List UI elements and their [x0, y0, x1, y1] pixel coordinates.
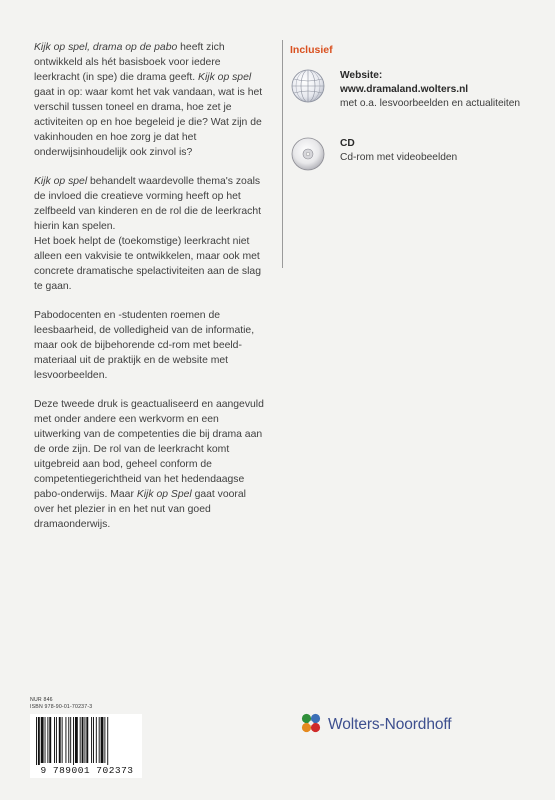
inclusief-heading: Inclusief — [290, 44, 333, 56]
barcode — [30, 714, 142, 778]
blurb-paragraph-3: Het boek helpt de (toekomstige) leerkracht niet alleen een vakvisie te ontwikkelen, maar ook met concrete dramatische spelactiviteiten aan de slag te gaan. — [34, 236, 261, 292]
cd-text — [340, 137, 457, 165]
website-item — [290, 66, 540, 126]
publisher-name: Wolters-Noordhoff — [328, 716, 452, 733]
website-description: met o.a. lesvoorbeelden en actualiteiten — [340, 98, 521, 109]
publisher — [300, 713, 452, 737]
nur-code: NUR 846 — [30, 697, 53, 703]
blurb-column — [34, 40, 264, 546]
blurb-paragraph-1: Kijk op spel, drama op de pabo heeft zich ontwikkeld als hét basisboek voor iedere leerkracht (in spe) die drama geeft. Kijk op spel gaat in op: waar komt het vak vandaan, wat is het verschil tussen toneel en drama, hoe zet je activiteiten op en hoe begeleid je die? Wat zijn de vakinhouden en hoe zorg je dat het onderwijsinhoudelijk ook zinvol is? — [34, 42, 263, 158]
cd-description: Cd-rom met videobeelden — [340, 152, 458, 163]
wolters-kluwer-logo — [300, 712, 322, 739]
cd-title: CD — [340, 138, 355, 149]
blurb-paragraph-2: Kijk op spel behandelt waardevolle thema's zoals de invloed die creatieve vorming heeft op het zelfbeeld van kinderen en de rol die de leerkracht hierin kan spelen. — [34, 176, 262, 232]
cd-item — [290, 134, 540, 194]
isbn-code: ISBN 978-90-01-70237-3 — [30, 704, 93, 710]
globe-icon — [290, 68, 326, 104]
blurb-paragraph-5: Deze tweede druk is geactualiseerd en aangevuld met onder andere een werkvorm en een uitwerking van de competenties die bij drama aan de orde zijn. De rol van de leerkracht komt uitgebreid aan bod, geheel conform de competentiegerichtheid van het hedendaagse pabo-onderwijs. Maar Kijk op Spel gaat vooral over het plezier in en het nut van goed dramaonderwijs. — [34, 399, 264, 530]
inclusief-panel — [290, 44, 540, 202]
blurb-paragraph-4: Pabodocenten en -studenten roemen de leesbaarheid, de volledigheid van de informatie, maar ook de bijbehorende cd-rom met beeld-materiaal uit de praktijk en de website met lesvoorbeelden. — [34, 310, 255, 381]
barcode-number: 9 789001 702373 — [33, 765, 141, 776]
cd-icon — [290, 136, 326, 172]
website-url[interactable]: www.dramaland.wolters.nl — [340, 84, 469, 95]
column-divider — [282, 40, 283, 268]
barcode-bars — [34, 717, 138, 767]
website-title: Website: — [340, 70, 383, 81]
barcode-block — [30, 697, 142, 778]
website-text — [340, 69, 520, 111]
